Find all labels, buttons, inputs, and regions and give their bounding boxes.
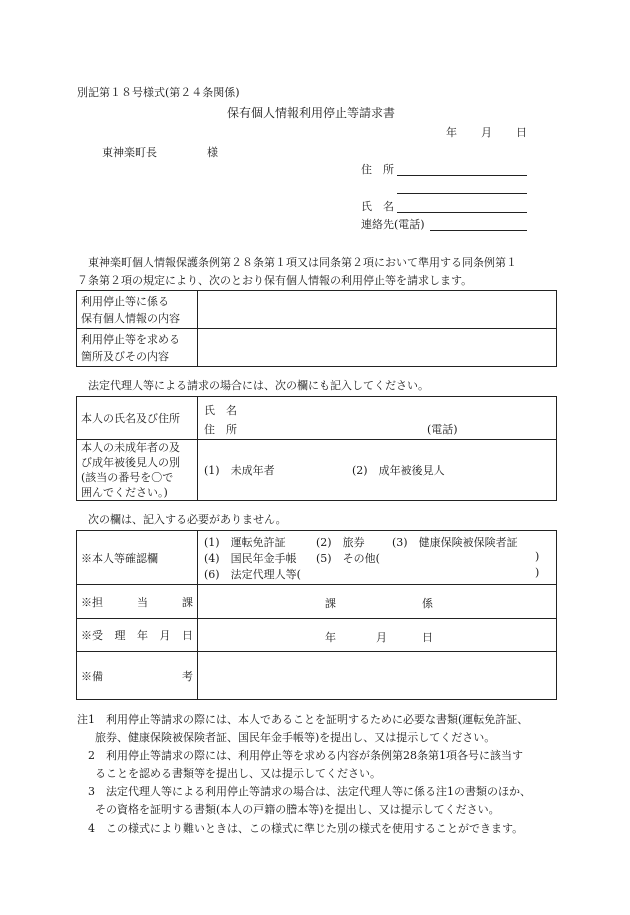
request-content-label: 利用停止等に係る 保有個人情報の内容 [77,291,198,329]
id-check-options [198,531,557,585]
id-option-pension-book: (4) 国民年金手帳 [204,552,297,565]
option-minor[interactable]: (1) 未成年者 [204,464,275,477]
note-4-line-1: 4 この様式により難いときは、この様式に準じた別の様式を使用することができます。 [88,822,524,835]
requester-name-label: 氏 名 [361,200,394,213]
proxy-section-intro: 法定代理人等による請求の場合には、次の欄にも記入してください。 [88,379,429,392]
date-year-label: 年 [446,126,457,139]
note-3-line-1: 3 法定代理人等による利用停止等請求の場合は、法定代理人等に係る注1の書類のほか、 [88,785,531,798]
option-adult-ward[interactable]: (2) 成年被後見人 [352,464,445,477]
principal-category-label: 本人の未成年者の及 び成年被後見人の別 (該当の番号を〇で 囲んでください。) [77,440,198,501]
principal-info-table [76,396,557,501]
principal-phone-label: (電話) [427,423,458,436]
remarks-label: ※備 考 [77,652,198,700]
id-option-other-close: ) [535,550,540,563]
note-3-line-2: その資格を証明する書類(本人の戸籍の謄本等)を提出し、又は提示してください。 [95,803,500,816]
requester-contact-label: 連絡先(電話) [361,218,425,231]
received-month-label: 月 [376,631,387,644]
requester-address-field[interactable] [397,175,527,176]
principal-name-address-field[interactable] [198,397,557,440]
note-2-line-1: 2 利用停止等請求の際には、利用停止等を求める内容が条例第28条第1項各号に該当す [88,749,523,762]
requester-contact-field[interactable] [430,230,527,231]
received-year-label: 年 [325,631,336,644]
note-2-line-2: ることを認める書類等を提出し、又は提示してください。 [95,767,381,780]
office-use-intro: 次の欄は、記入する必要がありません。 [88,513,287,526]
staff-section-field [198,585,557,619]
principal-address-label: 住 所 [204,423,237,436]
date-day-label: 日 [516,126,527,139]
document-title: 保有個人情報利用停止等請求書 [227,106,396,120]
requester-address-label: 住 所 [361,163,394,176]
id-option-driver-license: (1) 運転免許証 [204,536,286,549]
office-use-table [76,530,557,700]
id-check-label: ※本人等確認欄 [77,531,198,585]
staff-kakari-label: 係 [422,597,433,610]
received-date-field [198,619,557,652]
addressee-honorific: 様 [207,146,218,159]
date-month-label: 月 [481,126,492,139]
intro-line-2: ７条第２項の規定により、次のとおり保有個人情報の利用停止等を請求します。 [77,274,473,287]
requester-name-field[interactable] [397,212,527,213]
note-1-line-1: 注1 利用停止等請求の際には、本人であることを証明するために必要な書類(運転免許証、 [77,713,529,726]
request-content-field[interactable] [198,291,557,329]
note-1-line-2: 旅券、健康保険被保険者証、国民年金手帳等)を提出し、又は提示してください。 [95,731,496,744]
principal-name-label: 氏 名 [204,404,237,417]
request-scope-label: 利用停止等を求める 箇所及びその内容 [77,329,198,367]
received-day-label: 日 [422,631,433,644]
id-option-other: (5) その他( [316,552,380,565]
id-option-passport: (2) 旅券 [316,536,365,549]
request-scope-field[interactable] [198,329,557,367]
principal-category-options [198,440,557,501]
form-number: 別記第１８号様式(第２４条関係) [77,86,240,99]
remarks-field [198,652,557,700]
id-option-legal-agent: (6) 法定代理人等( [204,568,301,581]
request-content-table [76,290,557,367]
id-option-health-insurance: (3) 健康保険被保険者証 [392,536,518,549]
received-date-label: ※受 理 年 月 日 [77,619,198,652]
addressee: 東神楽町長 [102,146,157,159]
staff-ka-label: 課 [325,597,336,610]
staff-section-label: ※担 当 課 [77,585,198,619]
intro-line-1: 東神楽町個人情報保護条例第２８条第１項又は同条第２項において準用する同条例第１ [88,256,517,269]
id-option-legal-agent-close: ) [535,566,540,579]
requester-address-field-2[interactable] [397,193,527,194]
principal-name-address-label: 本人の氏名及び住所 [77,397,198,440]
